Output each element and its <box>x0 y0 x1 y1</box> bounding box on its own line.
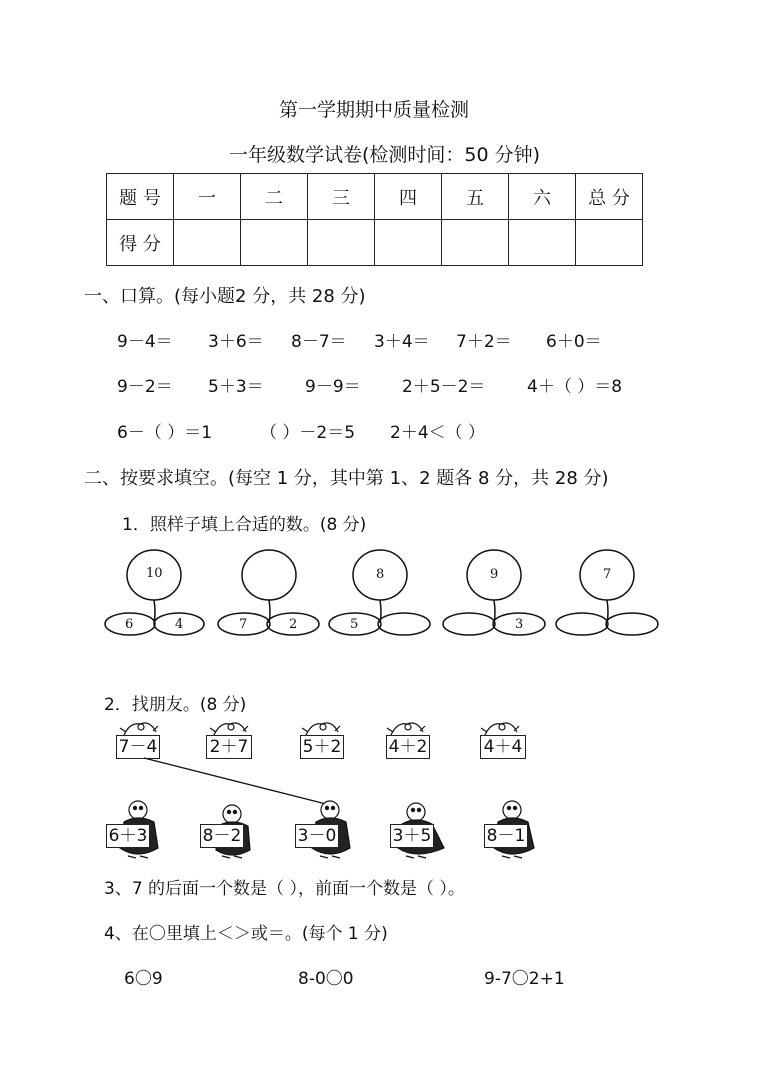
score-header-cell: 三 <box>308 174 375 220</box>
mental-math-item: 9－2＝ <box>117 377 173 397</box>
mental-math-item: 2＋4＜（ ） <box>390 423 486 443</box>
mental-math-item: 6－（ ）＝1 <box>117 423 213 443</box>
number-flowers <box>0 548 760 640</box>
bird-icon <box>302 723 340 735</box>
mental-math-item: 9－9＝ <box>305 377 361 397</box>
penguin-equation-card[interactable]: 3＋5 <box>390 824 434 848</box>
compare-item: 8-0〇0 <box>298 969 354 989</box>
score-cell[interactable] <box>375 220 442 266</box>
question1-label: 1．照样子填上合适的数。(8 分) <box>122 515 367 535</box>
penguin-equation-card[interactable]: 8－1 <box>484 824 528 848</box>
score-header-cell: 总 分 <box>576 174 643 220</box>
flower <box>556 550 658 635</box>
penguin-equation-card[interactable]: 6＋3 <box>106 824 150 848</box>
flower <box>218 550 319 635</box>
bird-equation-card[interactable]: 4＋4 <box>480 735 526 759</box>
penguin-equation-card[interactable]: 8－2 <box>200 824 244 848</box>
score-table <box>106 173 643 266</box>
score-header-cell: 二 <box>241 174 308 220</box>
bird-icons <box>0 714 760 738</box>
score-cell[interactable] <box>241 220 308 266</box>
score-header-cell: 五 <box>442 174 509 220</box>
score-cell[interactable] <box>442 220 509 266</box>
score-table-header-row <box>107 174 643 220</box>
bird-equation-card[interactable]: 2＋7 <box>206 735 252 759</box>
mental-math-item: （ ）－2＝5 <box>260 423 356 443</box>
score-cell[interactable] <box>174 220 241 266</box>
flower-right-number: 2 <box>289 617 298 632</box>
question3-label: 3、7 的后面一个数是（ ），前面一个数是（ ）。 <box>104 879 465 899</box>
flower-top-number: 10 <box>146 566 163 581</box>
exam-subtitle: 一年级数学试卷(检测时间：50 分钟) <box>229 144 541 166</box>
score-table-score-row <box>107 220 643 266</box>
bird-equation-card[interactable]: 7－4 <box>116 735 160 759</box>
score-header-cell: 六 <box>509 174 576 220</box>
flower <box>443 550 545 635</box>
mental-math-item: 2＋5－2＝ <box>402 377 486 397</box>
question2-label: 2．找朋友。(8 分) <box>104 695 247 715</box>
mental-math-item: 4＋（ ）＝8 <box>527 377 623 397</box>
penguin-equation-card[interactable]: 3－0 <box>295 824 339 848</box>
score-header-cell: 题 号 <box>107 174 174 220</box>
mental-math-item: 6＋0＝ <box>546 332 602 352</box>
bird-equation-card[interactable]: 4＋2 <box>386 735 430 759</box>
mental-math-item: 7＋2＝ <box>456 332 512 352</box>
bird-icon <box>120 723 158 735</box>
flower <box>329 550 430 635</box>
bird-icon <box>387 723 425 735</box>
exam-title: 第一学期期中质量检测 <box>279 99 470 121</box>
mental-math-item: 3＋6＝ <box>208 332 264 352</box>
flower-top-number: 7 <box>603 567 612 582</box>
score-cell[interactable] <box>576 220 643 266</box>
flower-top-number: 9 <box>490 567 499 582</box>
mental-math-item: 5＋3＝ <box>208 377 264 397</box>
bird-icon <box>210 723 248 735</box>
score-cell[interactable] <box>308 220 375 266</box>
bird-icon <box>481 723 519 735</box>
flower-left-number: 5 <box>350 617 359 632</box>
flower-left-number: 7 <box>239 617 248 632</box>
compare-item: 6〇9 <box>124 969 163 989</box>
score-header-cell: 四 <box>375 174 442 220</box>
section2-heading: 二、按要求填空。(每空 1 分，其中第 1、2 题各 8 分，共 28 分) <box>84 468 609 489</box>
mental-math-item: 3＋4＝ <box>374 332 430 352</box>
bird-equation-card[interactable]: 5＋2 <box>300 735 344 759</box>
flower-right-number: 3 <box>515 617 524 632</box>
score-cell[interactable] <box>509 220 576 266</box>
mental-math-item: 9－4＝ <box>117 332 173 352</box>
score-header-cell: 一 <box>174 174 241 220</box>
compare-item: 9-7〇2+1 <box>484 969 565 989</box>
flower-right-number: 4 <box>175 617 184 632</box>
section1-heading: 一、口算。(每小题2 分，共 28 分) <box>84 286 366 307</box>
flower-left-number: 6 <box>125 617 134 632</box>
flower-top-number: 8 <box>376 567 385 582</box>
mental-math-item: 8－7＝ <box>291 332 347 352</box>
score-row-label: 得 分 <box>107 220 174 266</box>
flower <box>105 550 204 635</box>
question4-label: 4、在〇里填上＜＞或＝。(每个 1 分) <box>104 924 388 944</box>
